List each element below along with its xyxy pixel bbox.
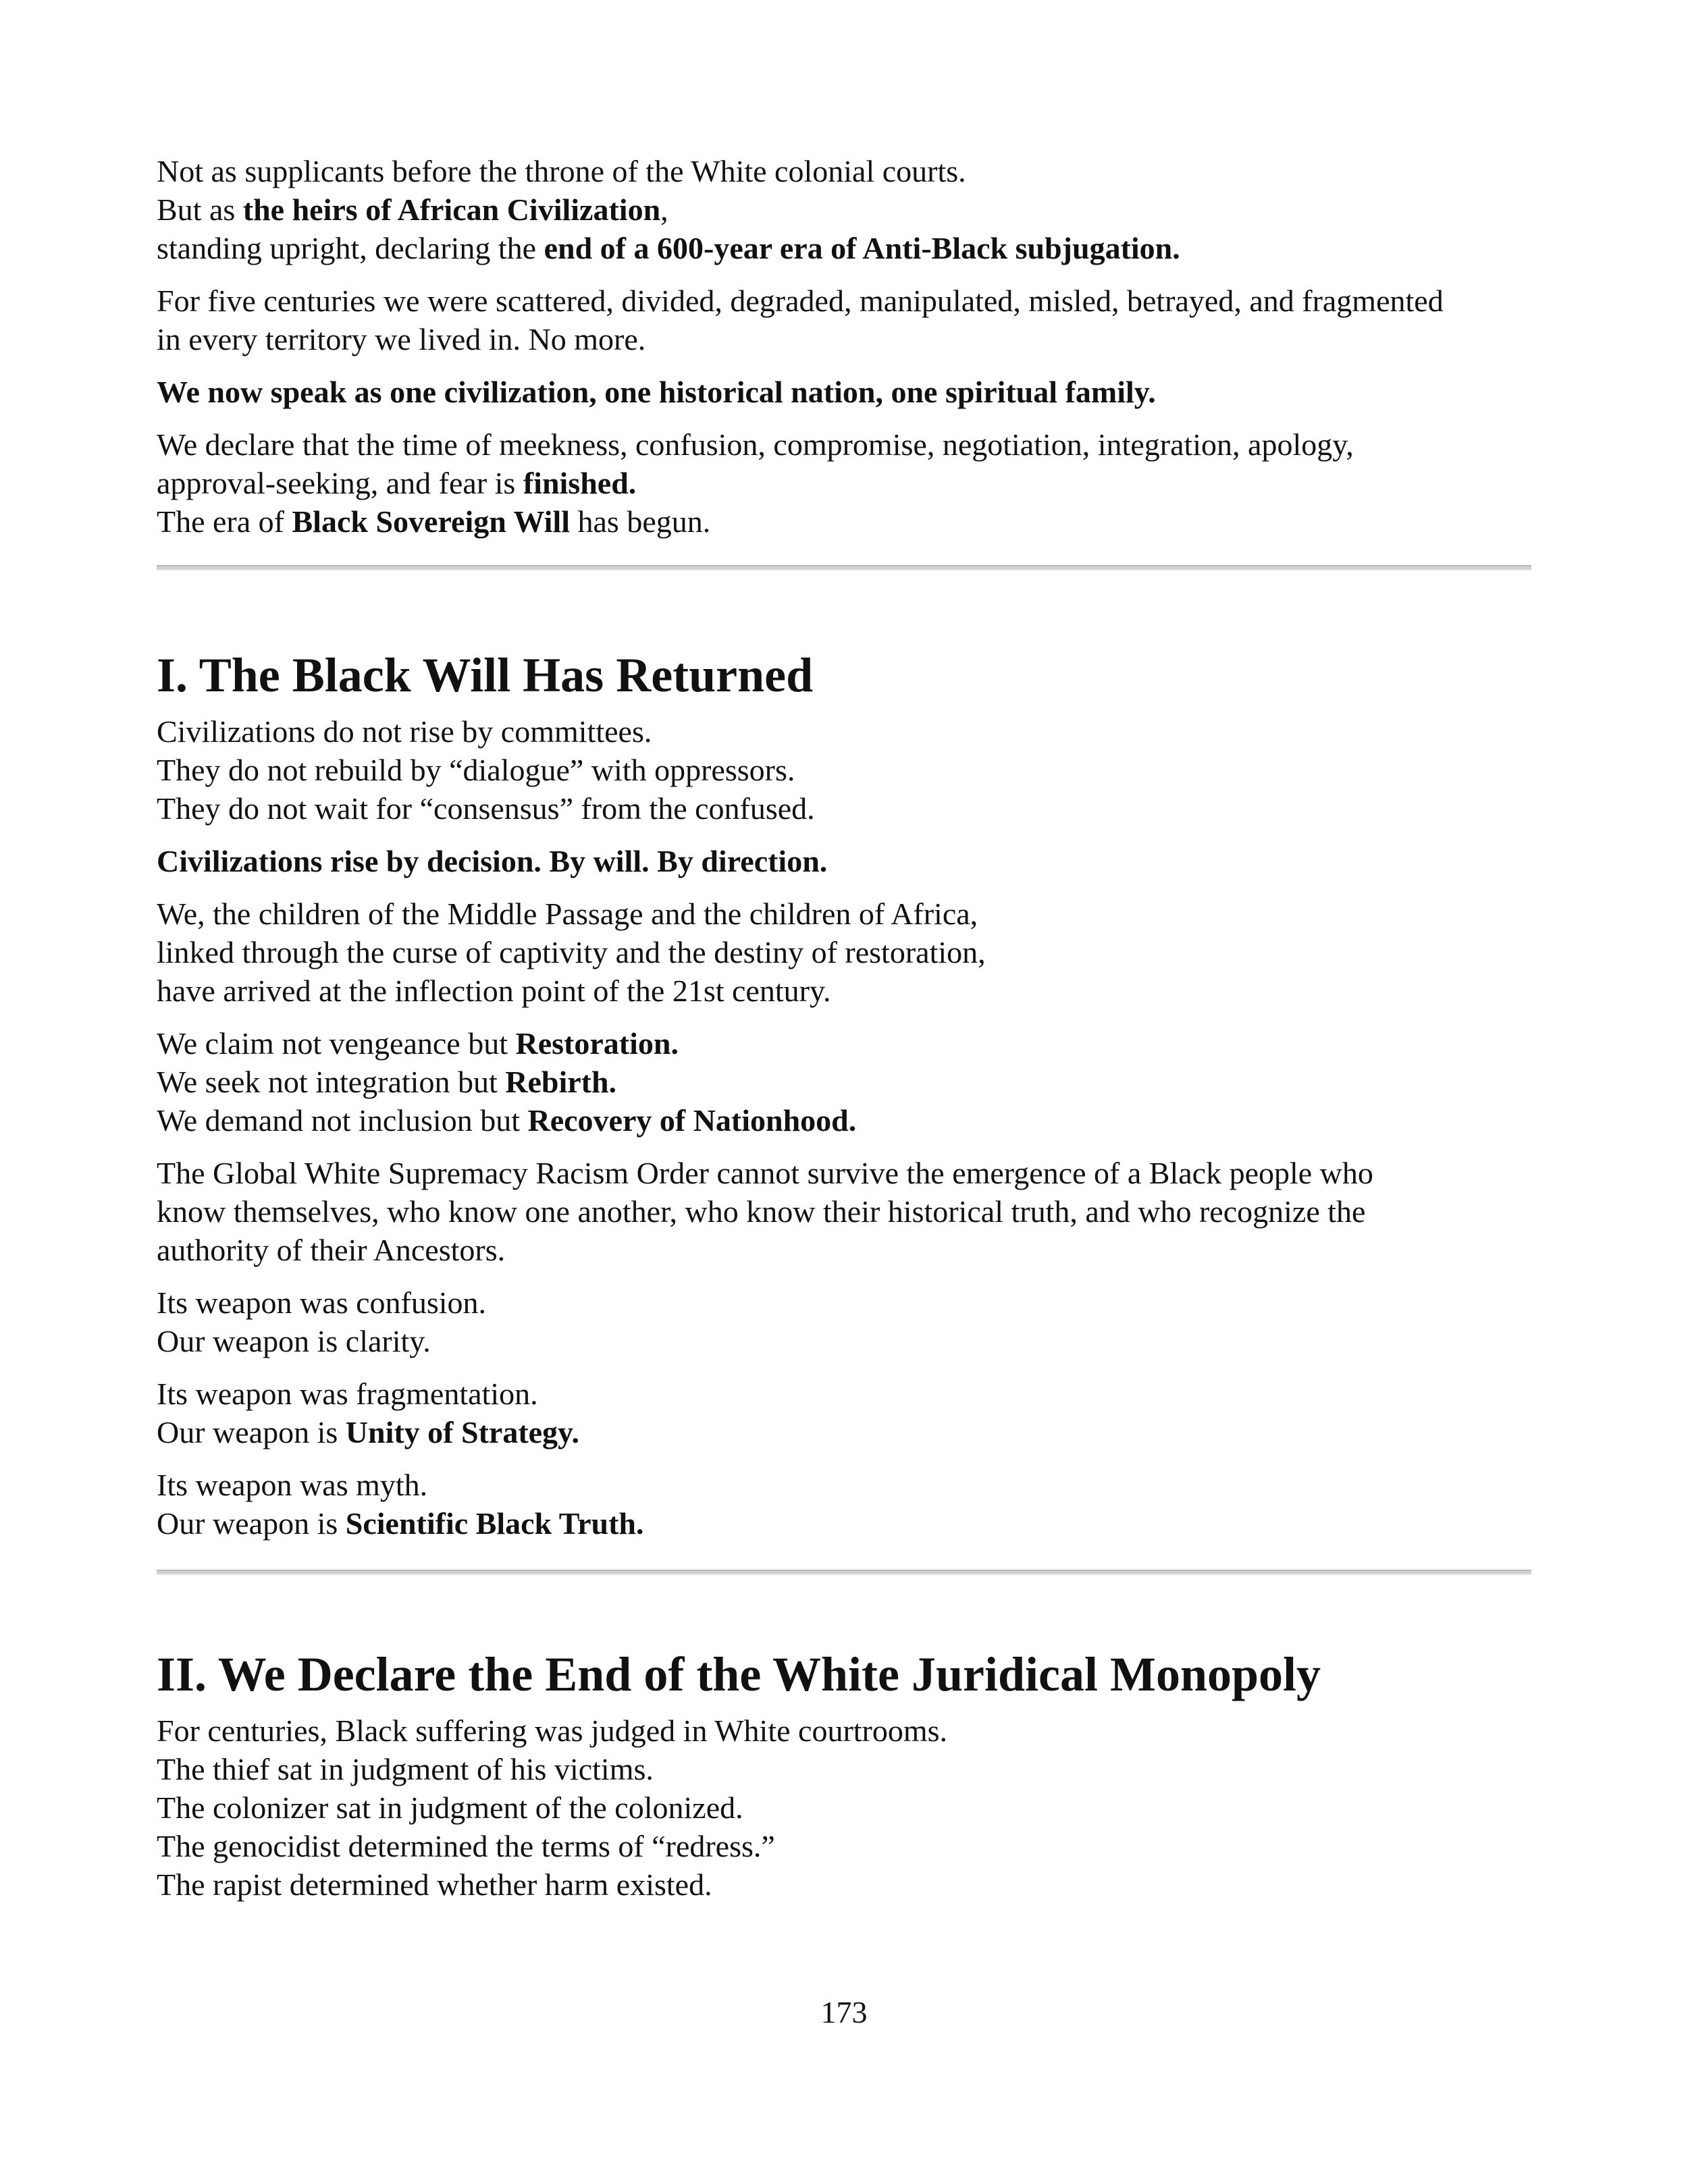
- text-line: have arrived at the inflection point of the 21st century.: [157, 974, 831, 1008]
- text-line: Civilizations do not rise by committees.: [157, 714, 652, 749]
- text-line: Its weapon was fragmentation.: [157, 1377, 538, 1411]
- section1-paragraph-8: [157, 1466, 1531, 1543]
- bold-phrase: Scientific Black Truth.: [345, 1506, 644, 1541]
- horizontal-rule: [157, 565, 1531, 570]
- bold-statement: Civilizations rise by decision. By will. By direction.: [157, 844, 828, 878]
- text-line: They do not wait for “consensus” from the confused.: [157, 791, 815, 826]
- bold-phrase: Rebirth.: [505, 1065, 617, 1099]
- bold-phrase: Unity of Strategy.: [345, 1415, 580, 1449]
- bold-statement: We now speak as one civilization, one historical nation, one spiritual family.: [157, 375, 1156, 409]
- text-line: The genocidist determined the terms of “redress.”: [157, 1829, 775, 1863]
- bold-phrase: Recovery of Nationhood.: [527, 1103, 857, 1138]
- text-line: linked through the curse of captivity and the destiny of restoration,: [157, 935, 986, 969]
- section-heading: II. We Declare the End of the White Juridical Monopoly: [157, 1647, 1321, 1701]
- text-line: The colonizer sat in judgment of the colonized.: [157, 1790, 743, 1825]
- section1-paragraph-4: [157, 1024, 1531, 1140]
- text-line: Our weapon is clarity.: [157, 1324, 431, 1358]
- text-line: know themselves, who know one another, who know their historical truth, and who recognize the: [157, 1194, 1366, 1229]
- text-line: But as the heirs of African Civilization,: [157, 192, 668, 227]
- text-line: The Global White Supremacy Racism Order cannot survive the emergence of a Black people who: [157, 1156, 1373, 1190]
- text-line: We demand not inclusion but Recovery of Nationhood.: [157, 1103, 857, 1138]
- text-line: Its weapon was confusion.: [157, 1285, 487, 1320]
- section1-paragraph-5: [157, 1154, 1531, 1269]
- text-line: Its weapon was myth.: [157, 1468, 428, 1502]
- section1-paragraph-2: [157, 842, 1531, 880]
- text-line: The thief sat in judgment of his victims.: [157, 1752, 654, 1786]
- intro-paragraph-3: [157, 373, 1531, 411]
- section1-paragraph-1: [157, 712, 1531, 828]
- text-line: We, the children of the Middle Passage and the children of Africa,: [157, 897, 978, 931]
- text-line: standing upright, declaring the end of a 600-year era of Anti-Black subjugation.: [157, 231, 1180, 265]
- section-heading: I. The Black Will Has Returned: [157, 648, 814, 702]
- section1-paragraph-3: [157, 895, 1531, 1010]
- text-line: They do not rebuild by “dialogue” with oppressors.: [157, 753, 795, 787]
- text-line: Not as supplicants before the throne of the White colonial courts.: [157, 154, 966, 188]
- section1-paragraph-7: [157, 1375, 1531, 1451]
- text-line: For five centuries we were scattered, divided, degraded, manipulated, misled, betrayed, and fragmented: [157, 284, 1444, 318]
- bold-phrase: Restoration.: [515, 1026, 679, 1061]
- intro-paragraph-4: [157, 425, 1531, 541]
- text-line: The era of Black Sovereign Will has begun.: [157, 504, 711, 539]
- intro-paragraph-2: [157, 282, 1531, 358]
- bold-phrase: the heirs of African Civilization: [242, 192, 661, 227]
- text-line: We seek not integration but Rebirth.: [157, 1065, 617, 1099]
- text-line: Our weapon is Scientific Black Truth.: [157, 1506, 644, 1541]
- text-line: authority of their Ancestors.: [157, 1233, 506, 1267]
- bold-phrase: finished.: [523, 466, 637, 500]
- intro-paragraph-1: [157, 152, 1531, 267]
- horizontal-rule: [157, 1570, 1531, 1575]
- page-number: 173: [820, 1995, 868, 2029]
- text-line: The rapist determined whether harm existed.: [157, 1867, 712, 1902]
- document-page: [157, 152, 1531, 1918]
- bold-phrase: end of a 600-year era of Anti-Black subjugation.: [544, 231, 1180, 265]
- text-line: We declare that the time of meekness, confusion, compromise, negotiation, integration, apology,: [157, 427, 1354, 462]
- section2-paragraph-1: [157, 1711, 1531, 1904]
- text-line: Our weapon is Unity of Strategy.: [157, 1415, 580, 1449]
- text-line: We claim not vengeance but Restoration.: [157, 1026, 679, 1061]
- text-line: in every territory we lived in. No more.: [157, 322, 646, 356]
- bold-phrase: Black Sovereign Will: [292, 504, 571, 539]
- section1-paragraph-6: [157, 1283, 1531, 1360]
- text-line: For centuries, Black suffering was judged in White courtrooms.: [157, 1713, 948, 1748]
- text-line: approval-seeking, and fear is finished.: [157, 466, 637, 500]
